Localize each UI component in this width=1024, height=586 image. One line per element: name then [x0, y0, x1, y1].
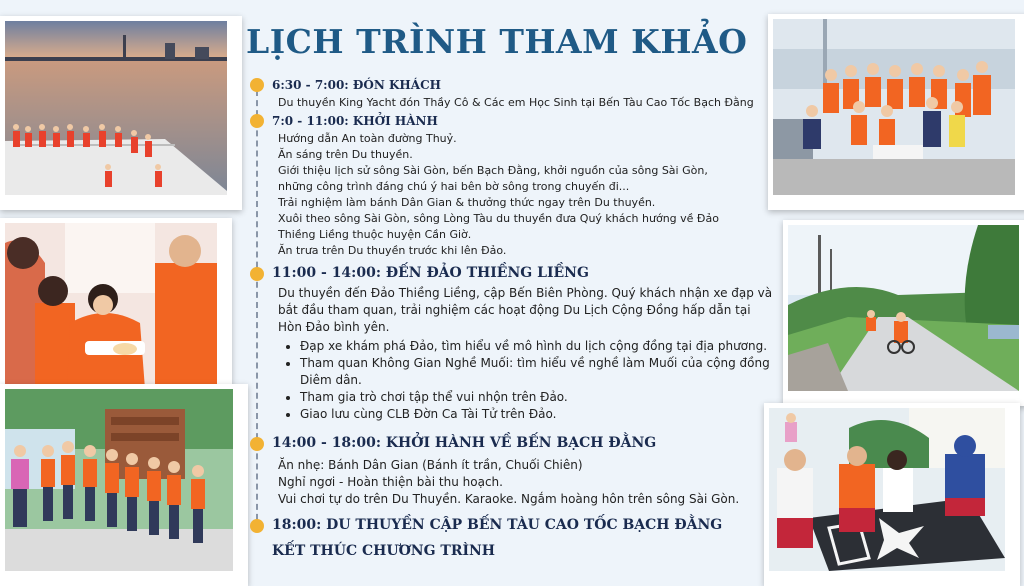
- section-body: [278, 131, 719, 259]
- photo-salt-drawing: [764, 403, 1020, 586]
- section-text: bắt đầu tham quan, trải nghiệm các hoạt động Du Lịch Cộng Đồng hấp dẫn tại: [278, 303, 751, 317]
- photo-yacht-deck-river: [0, 16, 242, 210]
- section-text: Du thuyền đến Đảo Thiềng Liềng, cập Bến Biên Phòng. Quý khách nhận xe đạp và: [278, 286, 773, 300]
- section-text: Hướng dẫn An toàn đường Thuỷ.: [278, 132, 457, 145]
- section-text: Ăn nhẹ: Bánh Dân Gian (Bánh ít trần, Chuối Chiên): [278, 458, 583, 472]
- section-text: Ăn trưa trên Du thuyền trước khi lên Đảo.: [278, 244, 507, 257]
- list-item: Diêm dân.: [300, 373, 362, 387]
- photo-group-boat: [768, 14, 1024, 210]
- photo-cycling-island-icon: [788, 225, 1019, 391]
- section-body: [278, 285, 772, 336]
- section-text: Du thuyền King Yacht đón Thầy Cô & Các em Học Sinh tại Bến Tàu Cao Tốc Bạch Đằng: [278, 96, 754, 109]
- section-text: Ăn sáng trên Du thuyền.: [278, 148, 413, 161]
- photo-salt-drawing-icon: [769, 408, 1005, 571]
- list-item: • Đạp xe khám phá Đảo, tìm hiểu về mô hình du lịch cộng đồng tại địa phương.: [300, 338, 770, 355]
- section-text: Thiềng Liềng thuộc huyện Cần Giờ.: [278, 228, 472, 241]
- section-heading: 18:00: DU THUYỀN CẬP BẾN TÀU CAO TỐC BẠCH ĐẰNG: [272, 517, 723, 533]
- photo-yacht-deck-river-icon: [5, 21, 227, 195]
- photo-students-cooking: [0, 218, 232, 404]
- activity-list: [278, 338, 770, 423]
- timeline-line: [256, 90, 258, 530]
- list-item: • Tham gia trò chơi tập thể vui nhộn trên Đảo.: [300, 389, 770, 406]
- list-item: • Tham quan Không Gian Nghề Muối: tìm hiểu về nghề làm Muối của cộng đồng: [300, 355, 770, 372]
- timeline-dot-icon: [250, 437, 264, 451]
- closing-heading: KẾT THÚC CHƯƠNG TRÌNH: [272, 543, 496, 559]
- page-title: LỊCH TRÌNH THAM KHẢO: [246, 22, 748, 61]
- photo-cycling-island: [783, 220, 1024, 406]
- section-heading: 7:0 - 11:00: KHỞI HÀNH: [272, 114, 438, 128]
- photo-group-park: [0, 384, 248, 586]
- photo-group-boat-icon: [773, 19, 1015, 195]
- timeline-dot-icon: [250, 267, 264, 281]
- section-heading: 14:00 - 18:00: KHỞI HÀNH VỀ BẾN BẠCH ĐẰNG: [272, 435, 657, 451]
- section-text: Vui chơi tự do trên Du Thuyền. Karaoke. Ngắm hoàng hôn trên sông Sài Gòn.: [278, 492, 740, 506]
- section-text: Hòn Đảo bình yên.: [278, 320, 390, 334]
- section-text: Xuôi theo sông Sài Gòn, sông Lòng Tàu du thuyền đưa Quý khách hướng về Đảo: [278, 212, 719, 225]
- section-heading: 11:00 - 14:00: ĐẾN ĐẢO THIỀNG LIỀNG: [272, 265, 589, 281]
- section-text: Giới thiệu lịch sử sông Sài Gòn, bến Bạch Đằng, khởi nguồn của sông Sài Gòn,: [278, 164, 708, 177]
- section-text: những công trình đáng chú ý hai bên bờ sông trong chuyến đi...: [278, 180, 630, 193]
- timeline-dot-icon: [250, 78, 264, 92]
- section-text: Trải nghiệm làm bánh Dân Gian & thưởng thức ngay trên Du thuyền.: [278, 196, 656, 209]
- section-text: Nghỉ ngơi - Hoàn thiện bài thu hoạch.: [278, 475, 503, 489]
- photo-group-park-icon: [5, 389, 233, 571]
- section-heading: 6:30 - 7:00: ĐÓN KHÁCH: [272, 78, 441, 92]
- photo-students-cooking-icon: [5, 223, 217, 389]
- timeline-dot-icon: [250, 519, 264, 533]
- list-item: • Giao lưu cùng CLB Đờn Ca Tài Tử trên Đảo.: [300, 406, 770, 423]
- section-body: [278, 457, 739, 508]
- timeline-dot-icon: [250, 114, 264, 128]
